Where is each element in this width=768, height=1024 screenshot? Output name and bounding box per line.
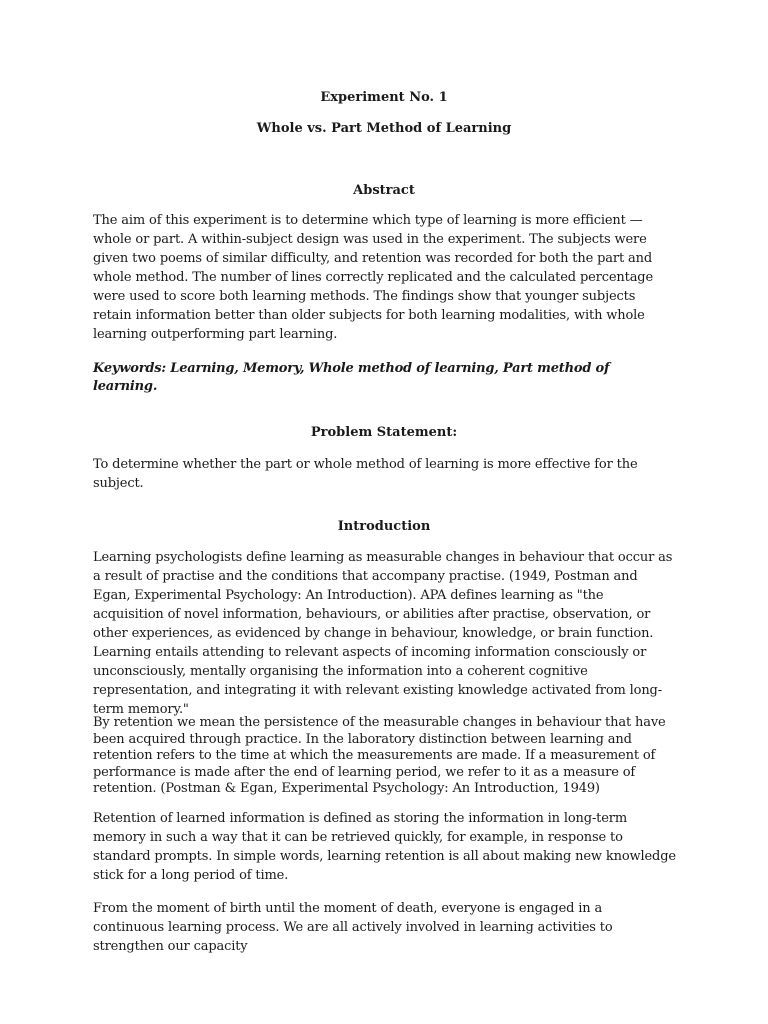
experiment-title: Experiment No. 1 xyxy=(320,90,448,105)
keywords-line: Keywords: Learning, Memory, Whole method of learning, Part method of learning. xyxy=(93,361,610,394)
problem-statement-heading: Problem Statement: xyxy=(310,425,458,440)
abstract-paragraph: The aim of this experiment is to determine which type of learning is more efficient — whole or part. A within-subject design was used in the experiment. The subjects were given two poems of similar difficulty, and retention was recorded for both the part and whole method. The number of lines correctly replicated and the calculated percentage were used to score both learning methods. The findings show that younger subjects retain information better than older subjects for both learning modalities, with whole learning outperforming part learning. xyxy=(93,213,654,342)
experiment-subtitle: Whole vs. Part Method of Learning xyxy=(256,121,512,136)
introduction-paragraph-2: By retention we mean the persistence of the measurable changes in behaviour that have been acquired through practice. In the laboratory distinction between learning and retention refers to the time at which the measurements are made. If a measurement of performance is made after the end of learning period, we refer to it as a measure of retention. (Postman & Egan, Experimental Psychology: An Introduction, 1949) xyxy=(93,715,666,797)
introduction-heading: Introduction xyxy=(337,519,431,534)
introduction-paragraph-3: Retention of learned information is defined as storing the information in long-term memory in such a way that it can be retrieved quickly, for example, in response to standard prompts. In simple words, learning retention is all about making new knowledge stick for a long period of time. xyxy=(93,811,676,883)
introduction-paragraph-4: From the moment of birth until the moment of death, everyone is engaged in a continuous learning process. We are all actively involved in learning activities to strengthen our capacity xyxy=(93,901,613,954)
introduction-paragraph-1: Learning psychologists define learning as measurable changes in behaviour that occur as a result of practise and the conditions that accompany practise. (1949, Postman and Egan, Experimental Psychology: An Introduction). APA defines learning as "the acquisition of novel information, behaviours, or abilities after practise, observation, or other experiences, as evidenced by change in behaviour, knowledge, or brain function. Learning entails attending to relevant aspects of incoming information consciously or unconsciously, mentally organising the information into a coherent cognitive representation, and integrating it with relevant existing knowledge activated from long-term memory." xyxy=(93,550,673,717)
problem-statement-text: To determine whether the part or whole method of learning is more effective for the subject. xyxy=(93,457,638,491)
abstract-heading: Abstract xyxy=(353,183,415,198)
